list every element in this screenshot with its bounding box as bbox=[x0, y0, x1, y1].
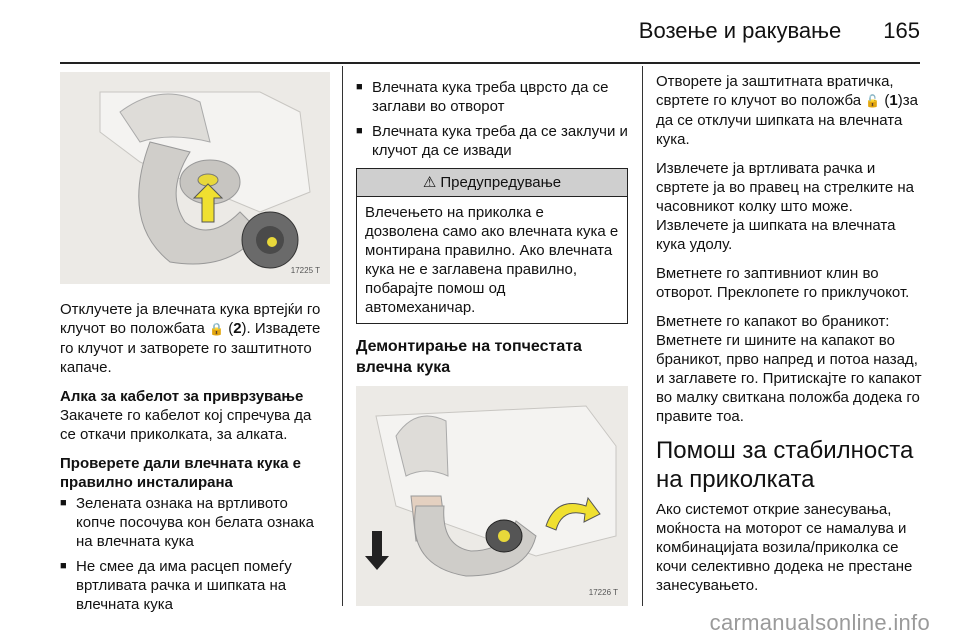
towbar-figure-1 bbox=[60, 72, 330, 284]
cable-heading: Алка за кабелот за приврзување bbox=[60, 388, 304, 405]
column-1 bbox=[60, 72, 330, 620]
warning-box bbox=[356, 168, 628, 324]
page-number: 165 bbox=[883, 18, 920, 43]
column-3 bbox=[656, 72, 926, 605]
list-item: ■ Влечната кука треба цврсто да се заглави во отворот bbox=[356, 78, 628, 116]
list-item: ■ Не смее да има расцеп помеѓу вртливата рачка и шипката на влечната кука bbox=[60, 557, 330, 614]
stability-paragraph: Ако системот открие занесувања, моќноста на моторот се намалува и комбинацијата возила/приколка се кочи селективно додека не престане занесувањето. bbox=[656, 501, 913, 594]
open-cover-paragraph: Отворете ја заштитната вратичка, свртете го клучот во положба 🔓 (1)за да се отклучи шипката на влечната кука. bbox=[656, 73, 918, 148]
column-2 bbox=[356, 72, 628, 606]
insert-cover-paragraph: Вметнете го капакот во браникот: Вметнете ги шините на капакот во браникот, прво напред и потоа назад, и заглавете го. Притискајте го капакот во малку свиткана положба додека го правите тоа. bbox=[656, 313, 922, 425]
unlock-icon: 🔓 bbox=[865, 94, 881, 108]
list-item: ■ Зелената ознака на вртливото копче посочува кон белата ознака на влечната кука bbox=[60, 494, 330, 551]
warning-text: Влечењето на приколка е дозволена само ако влечната кука е монтирана правилно. Ако влечната кука не е заглавена правилно, побарајте помош од автомеханичар. bbox=[365, 204, 619, 316]
unlock-paragraph: Отклучете ја влечната кука вртејќи го клучот во положбата 🔒 (2). Извадете го клучот и затворете го заштитното капаче. bbox=[60, 301, 321, 376]
warning-header bbox=[357, 169, 627, 197]
warning-icon: ⚠ bbox=[422, 174, 437, 191]
insert-plug-paragraph: Вметнете го заптивниот клин во отворот. Преклопете го приклучокот. bbox=[656, 265, 910, 301]
lock-icon: 🔒 bbox=[209, 322, 225, 336]
figure-id: 17225 T bbox=[290, 266, 320, 275]
list-item: ■ Влечната кука треба да се заклучи и клучот да се извади bbox=[356, 122, 628, 160]
page-header bbox=[639, 18, 920, 44]
header-rule bbox=[60, 62, 920, 64]
header-title: Возење и ракување bbox=[638, 18, 842, 43]
dismount-heading: Демонтирање на топчестата влечна кука bbox=[356, 338, 582, 376]
towbar-unlock-illustration bbox=[60, 72, 330, 284]
check-heading: Проверете дали влечната кука е правилно инсталирана bbox=[60, 455, 301, 491]
towbar-removal-illustration bbox=[356, 386, 628, 606]
figure-id: 17226 T bbox=[588, 588, 618, 597]
stability-heading: Помош за стабилноста на приколката bbox=[656, 437, 914, 493]
column-divider-1 bbox=[342, 66, 343, 606]
cable-paragraph: Закачете го кабелот кој спречува да се откачи приколката, за алката. bbox=[60, 407, 312, 443]
watermark: carmanualsonline.info bbox=[709, 610, 930, 635]
pull-handle-paragraph: Извлечете ја вртливата рачка и свртете ја во правец на стрелките на часовникот колку што може. Извлечете ја шипката на влечната кука удолу. bbox=[656, 160, 914, 253]
warning-title: Предупредување bbox=[440, 174, 562, 191]
column-divider-2 bbox=[642, 66, 643, 606]
towbar-figure-2 bbox=[356, 386, 628, 606]
